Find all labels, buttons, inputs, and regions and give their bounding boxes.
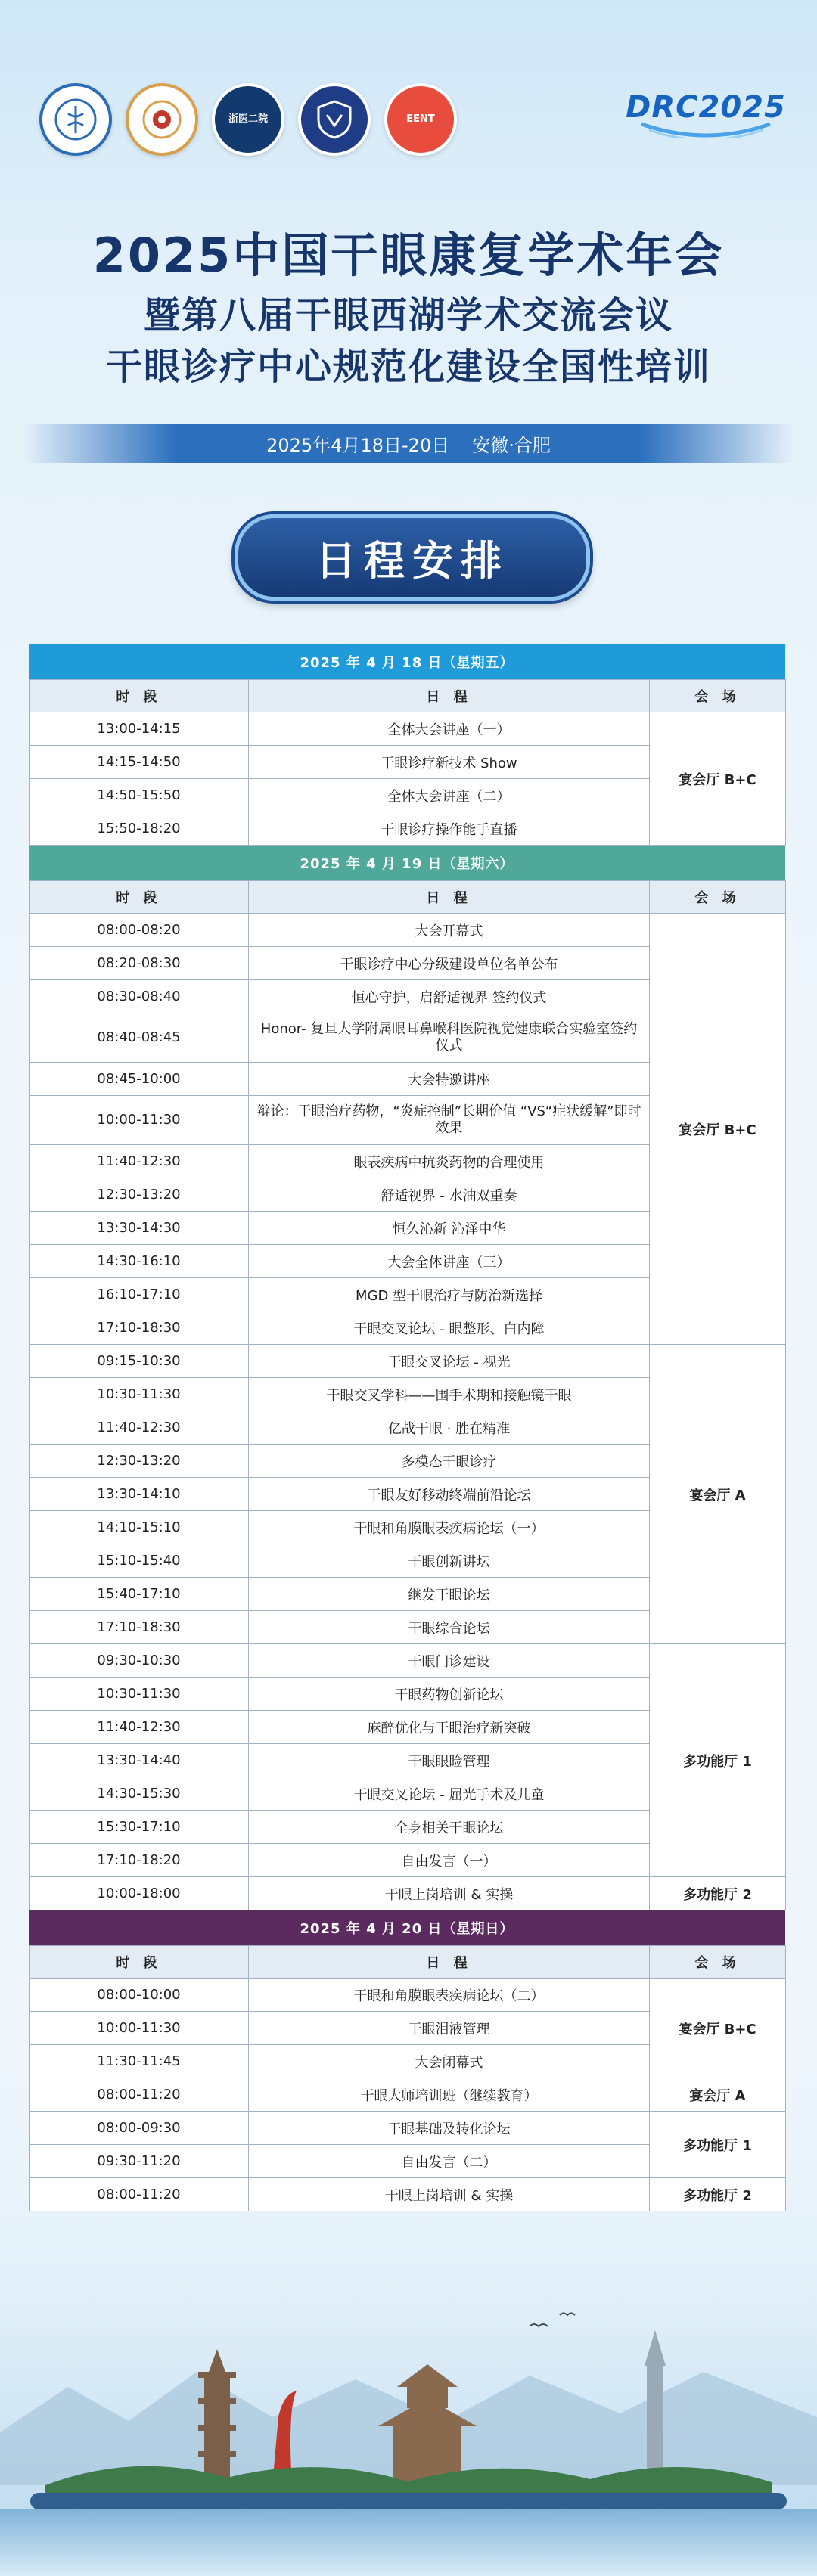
time-cell: 10:00-11:30 [30, 2012, 249, 2045]
program-cell: 全身相关干眼论坛 [249, 1811, 650, 1844]
hospital-logo-icon: 浙医二院 [212, 83, 284, 156]
time-cell: 15:50-18:20 [30, 812, 249, 846]
time-cell: 08:00-11:20 [30, 2078, 249, 2112]
event-date: 2025年4月18日-20日 [266, 434, 450, 456]
program-cell: 恒心守护，启舒适视界 签约仪式 [249, 980, 650, 1013]
program-cell: 眼表疾病中抗炎药物的合理使用 [249, 1145, 650, 1178]
program-cell: 继发干眼论坛 [249, 1578, 650, 1611]
page-subtitle-2: 干眼诊疗中心规范化建设全国性培训 [105, 346, 711, 388]
hospital-emblem-icon [126, 83, 198, 156]
program-cell: 干眼和角膜眼表疾病论坛（一） [249, 1511, 650, 1544]
date-location-band [23, 424, 794, 463]
time-cell: 08:00-11:20 [30, 2178, 249, 2211]
partner-logos [39, 83, 457, 156]
time-cell: 15:40-17:10 [30, 1578, 249, 1611]
program-cell: 干眼交叉论坛 - 屈光手术及儿童 [249, 1777, 650, 1811]
event-location: 安徽·合肥 [472, 434, 551, 456]
table-row [30, 1877, 786, 1910]
eent-logo-icon: EENT [384, 83, 457, 156]
time-cell: 10:00-18:00 [30, 1877, 249, 1910]
time-cell: 10:30-11:30 [30, 1378, 249, 1411]
program-cell: 干眼基础及转化论坛 [249, 2112, 650, 2145]
program-cell: 辩论：干眼治疗药物，“炎症控制”长期价值 “VS“症状缓解”即时效果 [249, 1096, 650, 1145]
day-table [29, 1945, 786, 2211]
program-cell: 干眼交叉论坛 - 眼整形、白内障 [249, 1311, 650, 1345]
program-cell: Honor- 复旦大学附属眼耳鼻喉科医院视觉健康联合实验室签约仪式 [249, 1013, 650, 1063]
venue-cell: 宴会厅 B+C [650, 1979, 786, 2078]
day-header [29, 1910, 785, 1945]
time-cell: 08:45-10:00 [30, 1063, 249, 1096]
column-header-program: 日 程 [249, 881, 650, 914]
program-cell: 干眼眼睑管理 [249, 1744, 650, 1777]
table-row [30, 712, 786, 746]
program-cell: MGD 型干眼治疗与防治新选择 [249, 1278, 650, 1311]
time-cell: 13:30-14:10 [30, 1478, 249, 1511]
program-cell: 干眼交叉论坛 - 视光 [249, 1345, 650, 1378]
program-cell: 大会全体讲座（三） [249, 1245, 650, 1278]
program-cell: 干眼和角膜眼表疾病论坛（二） [249, 1979, 650, 2012]
column-header-time: 时 段 [30, 881, 249, 914]
program-cell: 干眼上岗培训 & 实操 [249, 2178, 650, 2211]
program-cell: 干眼综合论坛 [249, 1611, 650, 1644]
time-cell: 08:00-09:30 [30, 2112, 249, 2145]
drc-brand-logo [626, 77, 786, 138]
table-row [30, 2112, 786, 2145]
venue-cell: 多功能厅 1 [650, 1644, 786, 1877]
program-cell: 大会特邀讲座 [249, 1063, 650, 1096]
column-header-time: 时 段 [30, 1946, 249, 1979]
schedule-table [29, 644, 785, 2211]
venue-cell: 多功能厅 1 [650, 2112, 786, 2178]
table-row [30, 2078, 786, 2112]
time-cell: 08:40-08:45 [30, 1013, 249, 1063]
time-cell: 10:00-11:30 [30, 1096, 249, 1145]
time-cell: 13:30-14:40 [30, 1744, 249, 1777]
page-title: 2025中国干眼康复学术年会 [92, 228, 725, 283]
program-cell: 干眼大师培训班（继续教育） [249, 2078, 650, 2112]
program-cell: 大会开幕式 [249, 914, 650, 947]
time-cell: 17:10-18:20 [30, 1844, 249, 1877]
section-title-badge [235, 514, 590, 601]
program-cell: 干眼诊疗操作能手直播 [249, 812, 650, 846]
venue-cell: 宴会厅 B+C [650, 712, 786, 846]
program-cell: 干眼泪液管理 [249, 2012, 650, 2045]
university-shield-icon [298, 83, 371, 156]
time-cell: 09:30-10:30 [30, 1644, 249, 1678]
program-cell: 舒适视界 - 水油双重奏 [249, 1178, 650, 1212]
time-cell: 10:30-11:30 [30, 1678, 249, 1711]
program-cell: 恒久沁新 沁泽中华 [249, 1212, 650, 1245]
time-cell: 11:30-11:45 [30, 2045, 249, 2078]
time-cell: 15:10-15:40 [30, 1544, 249, 1578]
time-cell: 11:40-12:30 [30, 1411, 249, 1445]
column-header-venue: 会 场 [650, 680, 786, 712]
venue-cell: 多功能厅 2 [650, 1877, 786, 1910]
program-cell: 干眼诊疗新技术 Show [249, 746, 650, 779]
day-label: 2025 年 4 月 18 日（星期五） [300, 655, 514, 671]
time-cell: 09:30-11:20 [30, 2145, 249, 2178]
program-cell: 干眼药物创新论坛 [249, 1678, 650, 1711]
column-header-row [30, 881, 786, 914]
time-cell: 14:50-15:50 [30, 779, 249, 812]
time-cell: 08:30-08:40 [30, 980, 249, 1013]
venue-cell: 宴会厅 A [650, 2078, 786, 2112]
time-cell: 13:00-14:15 [30, 712, 249, 746]
column-header-time: 时 段 [30, 680, 249, 712]
program-cell: 全体大会讲座（一） [249, 712, 650, 746]
time-cell: 08:20-08:30 [30, 947, 249, 980]
time-cell: 14:15-14:50 [30, 746, 249, 779]
program-cell: 干眼门诊建设 [249, 1644, 650, 1678]
time-cell: 14:30-16:10 [30, 1245, 249, 1278]
time-cell: 17:10-18:30 [30, 1611, 249, 1644]
program-cell: 干眼创新讲坛 [249, 1544, 650, 1578]
time-cell: 08:00-08:20 [30, 914, 249, 947]
column-header-venue: 会 场 [650, 1946, 786, 1979]
time-cell: 09:15-10:30 [30, 1345, 249, 1378]
time-cell: 08:00-10:00 [30, 1979, 249, 2012]
time-cell: 14:10-15:10 [30, 1511, 249, 1544]
association-seal-icon [39, 83, 112, 156]
time-cell: 12:30-13:20 [30, 1445, 249, 1478]
time-cell: 11:40-12:30 [30, 1145, 249, 1178]
section-title: 日程安排 [315, 536, 509, 585]
program-cell: 亿战干眼 · 胜在精准 [249, 1411, 650, 1445]
venue-cell: 宴会厅 B+C [650, 914, 786, 1345]
time-cell: 15:30-17:10 [30, 1811, 249, 1844]
venue-cell: 宴会厅 A [650, 1345, 786, 1644]
time-cell: 17:10-18:30 [30, 1311, 249, 1345]
day-table [29, 679, 786, 846]
city-landmark-scenery [0, 2258, 817, 2576]
day-header [29, 644, 785, 679]
program-cell: 干眼上岗培训 & 实操 [249, 1877, 650, 1910]
program-cell: 全体大会讲座（二） [249, 779, 650, 812]
column-header-program: 日 程 [249, 1946, 650, 1979]
time-cell: 12:30-13:20 [30, 1178, 249, 1212]
program-cell: 多模态干眼诊疗 [249, 1445, 650, 1478]
column-header-program: 日 程 [249, 680, 650, 712]
venue-cell: 多功能厅 2 [650, 2178, 786, 2211]
day-header [29, 846, 785, 880]
day-label: 2025 年 4 月 19 日（星期六） [300, 856, 514, 872]
table-row [30, 1345, 786, 1378]
day-table [29, 880, 786, 1910]
column-header-venue: 会 场 [650, 881, 786, 914]
column-header-row [30, 1946, 786, 1979]
day-label: 2025 年 4 月 20 日（星期日） [300, 1921, 514, 1937]
page-subtitle: 暨第八届干眼西湖学术交流会议 [143, 294, 673, 337]
column-header-row [30, 680, 786, 712]
program-cell: 大会闭幕式 [249, 2045, 650, 2078]
program-cell: 自由发言（二） [249, 2145, 650, 2178]
brand-text: DRC2025 [626, 90, 786, 125]
program-cell: 干眼友好移动终端前沿论坛 [249, 1478, 650, 1511]
program-cell: 干眼诊疗中心分级建设单位名单公布 [249, 947, 650, 980]
time-cell: 14:30-15:30 [30, 1777, 249, 1811]
table-row [30, 914, 786, 947]
table-row [30, 1979, 786, 2012]
program-cell: 麻醉优化与干眼治疗新突破 [249, 1711, 650, 1744]
table-row [30, 1644, 786, 1678]
program-cell: 干眼交叉学科——围手术期和接触镜干眼 [249, 1378, 650, 1411]
program-cell: 自由发言（一） [249, 1844, 650, 1877]
time-cell: 16:10-17:10 [30, 1278, 249, 1311]
table-row [30, 2178, 786, 2211]
time-cell: 11:40-12:30 [30, 1711, 249, 1744]
time-cell: 13:30-14:30 [30, 1212, 249, 1245]
